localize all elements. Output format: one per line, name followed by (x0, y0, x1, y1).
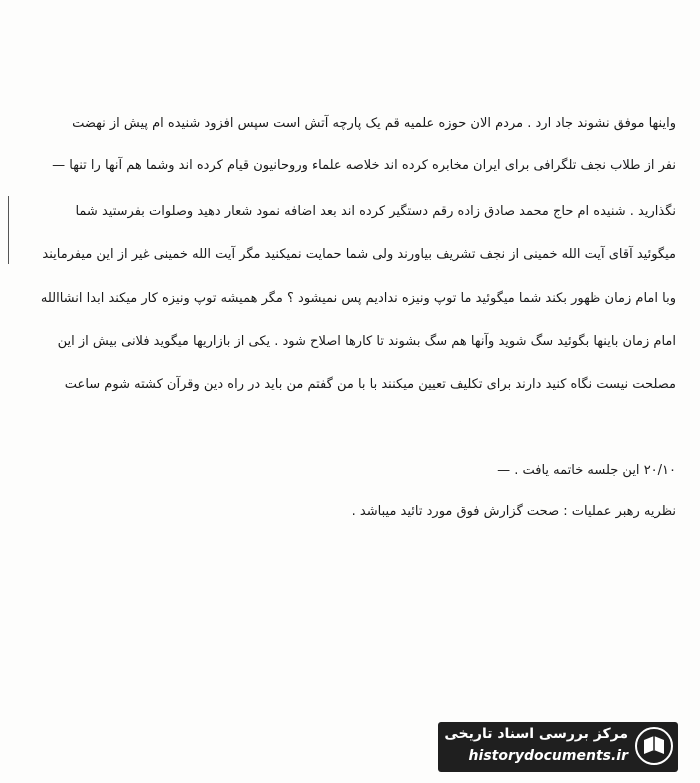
watermark-banner (438, 722, 678, 772)
text-line-9: نظریه رهبر عملیات : صحت گزارش فوق مورد تائید میباشد . (351, 504, 676, 519)
margin-line (8, 196, 9, 264)
text-line-1: واینها موفق نشوند جاد ارد . مردم الان حوزه علمیه قم یک پارچه آتش است سپس افزود شنیده ام پیش از نهضت (72, 116, 676, 131)
text-line-8: ۲۰/۱۰ این جلسه خاتمه یافت . — (497, 463, 676, 478)
archive-title: مرکز بررسی اسناد تاریخی (444, 726, 628, 742)
text-line-5: وبا امام زمان ظهور بکند شما میگوئید ما توپ ونیزه ندادیم پس نمیشود ؟ مگر همیشه توپ ونیزه کار میکند ابدا انشاالله (40, 291, 676, 306)
text-line-2: نفر از طلاب نجف تلگرافی برای ایران مخابره کرده اند خلاصه علماء وروحانیون قیام کرده اند وشما هم آنها را تنها — (52, 158, 676, 173)
text-line-4: میگوئید آقای آیت الله خمینی از نجف تشریف بیاورند ولی شما حمایت نمیکنید مگر آیت الله خمینی غیر از این میفرمایند (42, 247, 676, 262)
text-line-6: امام زمان باینها بگوئید سگ شوید وآنها هم سگ بشوند تا کارها اصلاح شود . یکی از بازاریها میگوید فلانی بیش از این (57, 334, 676, 349)
book-logo-icon (634, 726, 674, 766)
text-line-3: نگذارید . شنیده ام حاج محمد صادق زاده رقم دستگیر کرده اند بعد اضافه نمود شعار دهید وصلوات بفرستید شما (75, 204, 676, 219)
archive-url[interactable]: historydocuments.ir (468, 748, 628, 764)
text-line-7: مصلحت نیست نگاه کنید دارند برای تکلیف تعیین میکنند با با من گفتم من باید در راه دین وقرآن کشته شوم ساعت (64, 377, 676, 392)
